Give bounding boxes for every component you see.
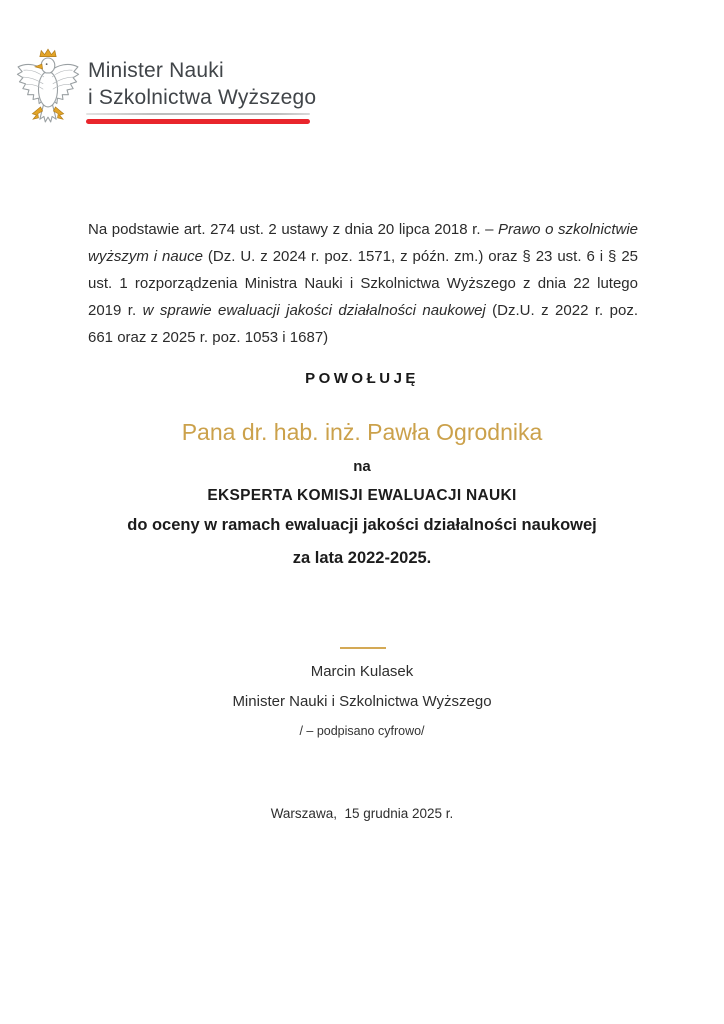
role-description: do oceny w ramach ewaluacji jakości działalności naukowej xyxy=(127,516,597,534)
ministry-name-line2: i Szkolnictwa Wyższego xyxy=(88,86,317,109)
ministry-name xyxy=(88,57,316,111)
signer-title: Minister Nauki i Szkolnictwa Wyższego xyxy=(232,693,492,710)
appointee-name: Pana dr. hab. inż. Pawła Ogrodnika xyxy=(181,419,543,445)
appointment-heading: POWOŁUJĘ xyxy=(305,370,419,387)
legal-basis-paragraph: Na podstawie art. 274 ust. 2 ustawy z dnia 20 lipca 2018 r. – Prawo o szkolnictwie wyższym i nauce (Dz. U. z 2024 r. poz. 1571, z późn. zm.) oraz § 23 ust. 6 i § 25 ust. 1 rozporządzenia Ministra Nauki i Szkolnictwa Wyższego z dnia 22 lutego 2019 r. w sprawie ewaluacji jakości działalności naukowej (Dz.U. z 2022 r. poz. 661 oraz z 2025 r. poz. 1053 i 1687) xyxy=(88,221,638,346)
flag-red-stripe xyxy=(86,119,310,124)
signer-name: Marcin Kulasek xyxy=(310,663,414,680)
polish-eagle-emblem-icon xyxy=(14,48,82,136)
evaluation-period: za lata 2022-2025. xyxy=(292,549,432,567)
ministry-name-line1: Minister Nauki xyxy=(88,59,224,82)
place-and-date: Warszawa, 15 grudnia 2025 r. xyxy=(270,806,454,821)
signature-note: / – podpisano cyfrowo/ xyxy=(299,724,425,738)
flag-divider xyxy=(86,113,310,124)
flag-white-stripe xyxy=(86,113,310,115)
preposition-na: na xyxy=(353,458,371,475)
role-title: EKSPERTA KOMISJI EWALUACJI NAUKI xyxy=(207,487,517,504)
signature-divider xyxy=(340,647,386,649)
